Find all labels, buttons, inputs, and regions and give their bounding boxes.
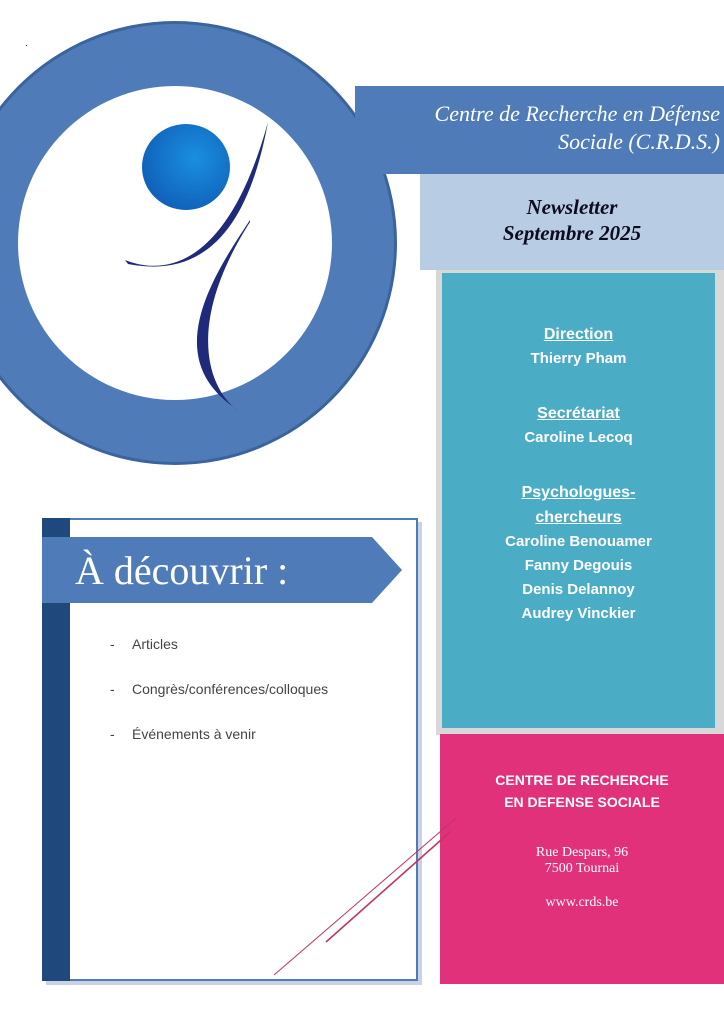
researcher-name: Denis Delannoy (522, 581, 635, 598)
researchers-heading-line2: chercheurs (535, 509, 622, 526)
decorative-lines (260, 810, 460, 980)
organization-title: Centre de Recherche en Défense Sociale (C.R.D.S.) (434, 101, 720, 154)
list-item[interactable]: - Événements à venir (110, 726, 256, 742)
researchers-heading-line1: Psychologues- (521, 484, 636, 501)
direction-heading: Direction (543, 326, 614, 343)
corner-mark: . (25, 38, 28, 49)
list-item[interactable]: - Articles (110, 636, 178, 652)
newsletter-title: Newsletter Septembre 2025 (502, 195, 642, 245)
contact-heading: CENTRE DE RECHERCHE EN DEFENSE SOCIALE (495, 772, 669, 810)
direction-name: Thierry Pham (530, 350, 627, 367)
list-item[interactable]: - Congrès/conférences/colloques (110, 681, 329, 697)
discover-title: À découvrir : (75, 548, 289, 593)
discover-list (110, 633, 328, 768)
researcher-name: Fanny Degouis (524, 557, 633, 574)
secretariat-heading: Secrétariat (537, 405, 620, 422)
secretariat-name: Caroline Lecoq (524, 429, 633, 446)
staff-list (442, 322, 715, 626)
crds-figure-logo-icon (100, 110, 300, 420)
contact-address: Rue Despars, 96 7500 Tournai (535, 845, 629, 876)
website-link[interactable]: www.crds.be (545, 895, 619, 910)
researcher-name: Caroline Benouamer (505, 533, 652, 550)
researcher-name: Audrey Vinckier (521, 605, 636, 622)
